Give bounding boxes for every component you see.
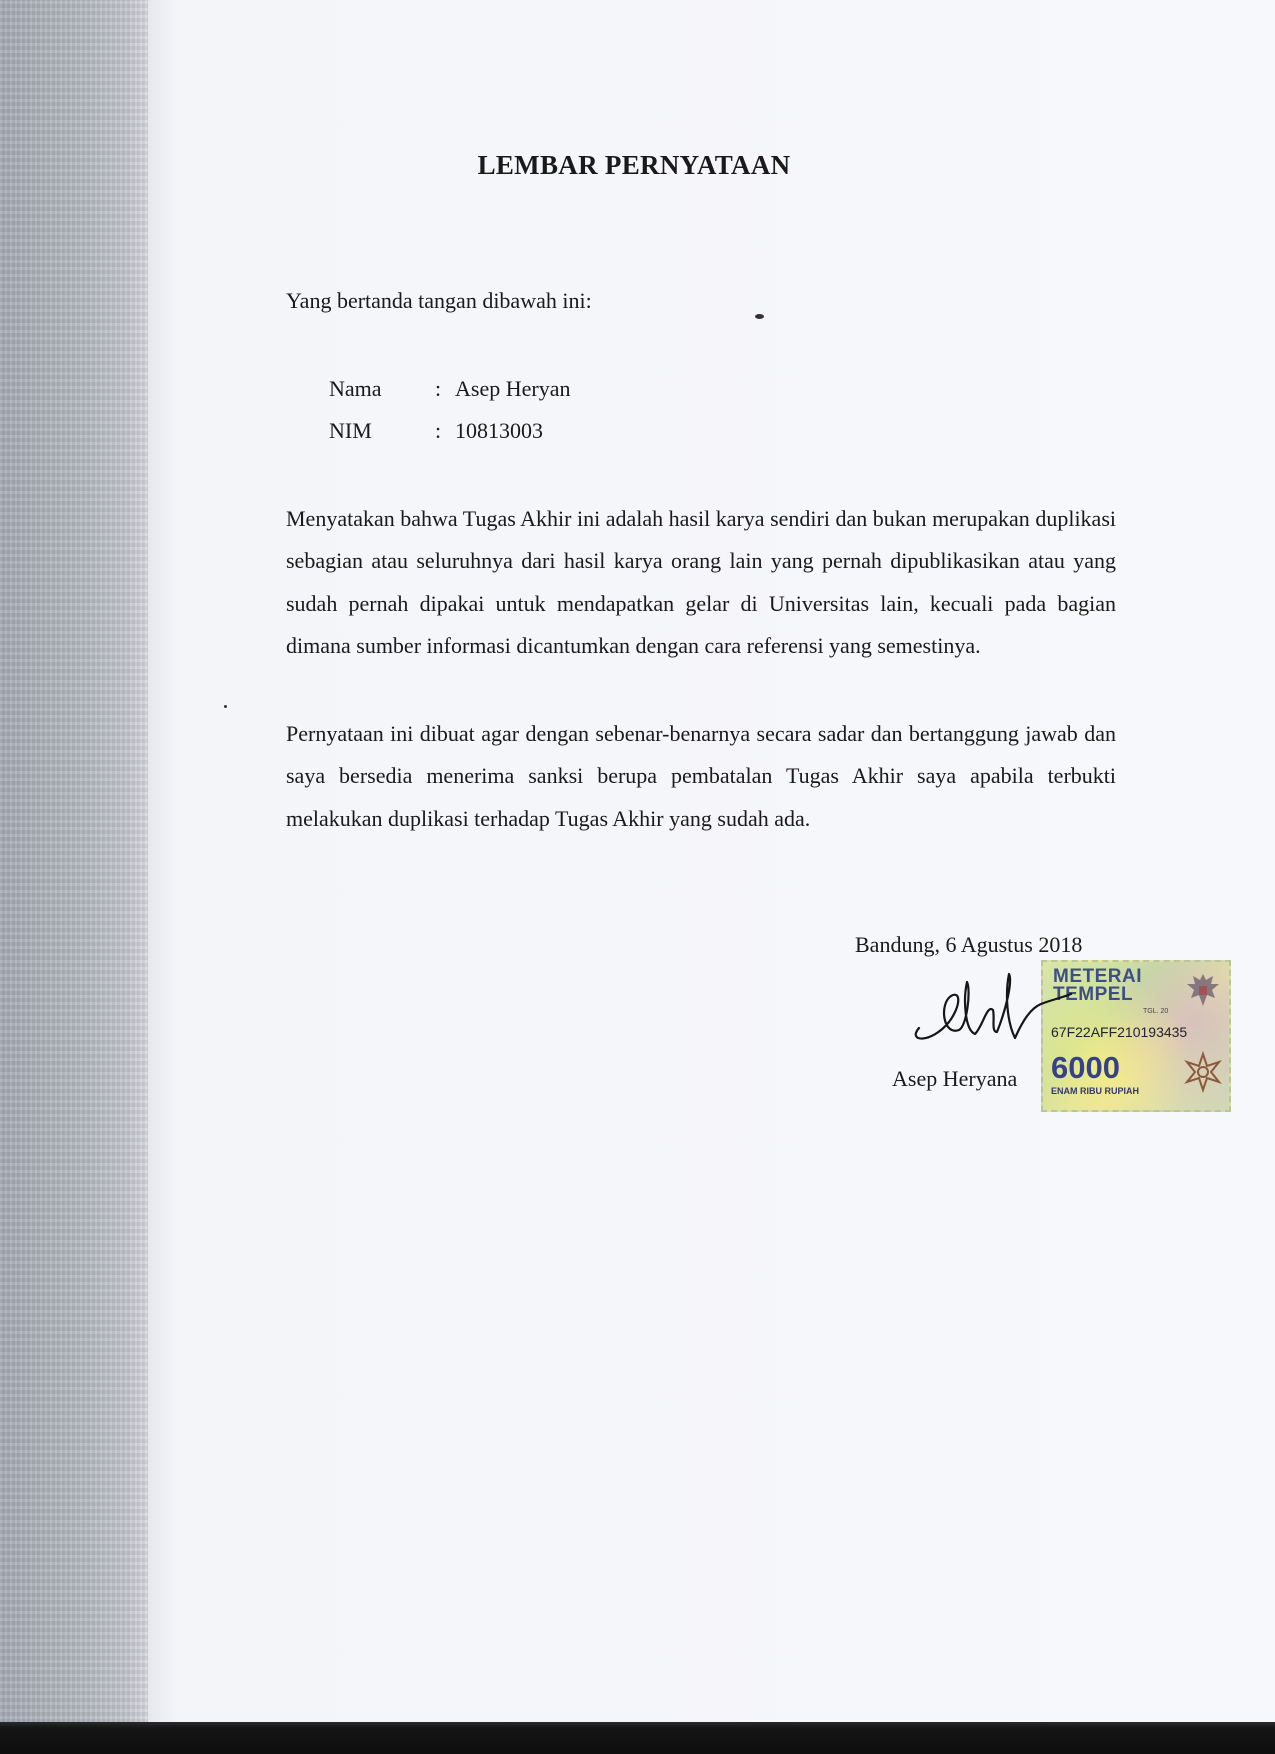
identity-label: Nama	[329, 376, 382, 401]
scan-speck	[224, 705, 227, 708]
flower-ornament-icon	[1181, 1050, 1225, 1094]
statement-paragraph: Pernyataan ini dibuat agar dengan sebenar-benarnya secara sadar dan bertanggung jawab dan saya bersedia menerima sanksi berupa pembatalan Tugas Akhir saya apabila terbukti melakukan duplikasi terhadap Tugas Akhir yang sudah ada.	[286, 721, 1116, 831]
identity-value: Asep Heryan	[455, 376, 571, 401]
scan-edge-shadow	[0, 0, 148, 1754]
identity-separator: :	[435, 376, 442, 401]
stamp-date-field: TGL. 20	[1143, 1008, 1169, 1015]
identity-value: 10813003	[455, 418, 543, 443]
identity-row-nama	[329, 376, 570, 402]
signer-name: Asep Heryana	[892, 1066, 1018, 1091]
scanner-bottom-border	[0, 1722, 1275, 1754]
place-date: Bandung, 6 Agustus 2018	[855, 932, 1083, 957]
stamp-value: 6000	[1051, 1050, 1120, 1085]
garuda-emblem-icon	[1185, 970, 1221, 1010]
handwritten-signature	[905, 960, 1075, 1060]
stamp-value-words: ENAM RIBU RUPIAH	[1051, 1086, 1140, 1096]
stamp-line2: TEMPEL	[1053, 984, 1134, 1005]
intro-text: Yang bertanda tangan dibawah ini:	[286, 288, 592, 313]
stamp-serial: 67F22AFF210193435	[1051, 1024, 1188, 1040]
scan-speck	[755, 314, 764, 319]
stamp-line1: METERAI	[1053, 966, 1142, 987]
identity-row-nim	[329, 418, 543, 444]
identity-separator: :	[435, 418, 442, 443]
identity-label: NIM	[329, 418, 372, 443]
paper-sheet	[148, 0, 1275, 1722]
statement-paragraph: Menyatakan bahwa Tugas Akhir ini adalah hasil karya sendiri dan bukan merupakan duplikasi sebagian atau seluruhnya dari hasil karya orang lain yang pernah dipublikasikan atau yang sudah pernah dipakai untuk mendapatkan gelar di Universitas lain, kecuali pada bagian dimana sumber informasi dicantumkan dengan cara referensi yang semestinya.	[286, 506, 1116, 658]
document-title: LEMBAR PERNYATAAN	[477, 150, 791, 180]
